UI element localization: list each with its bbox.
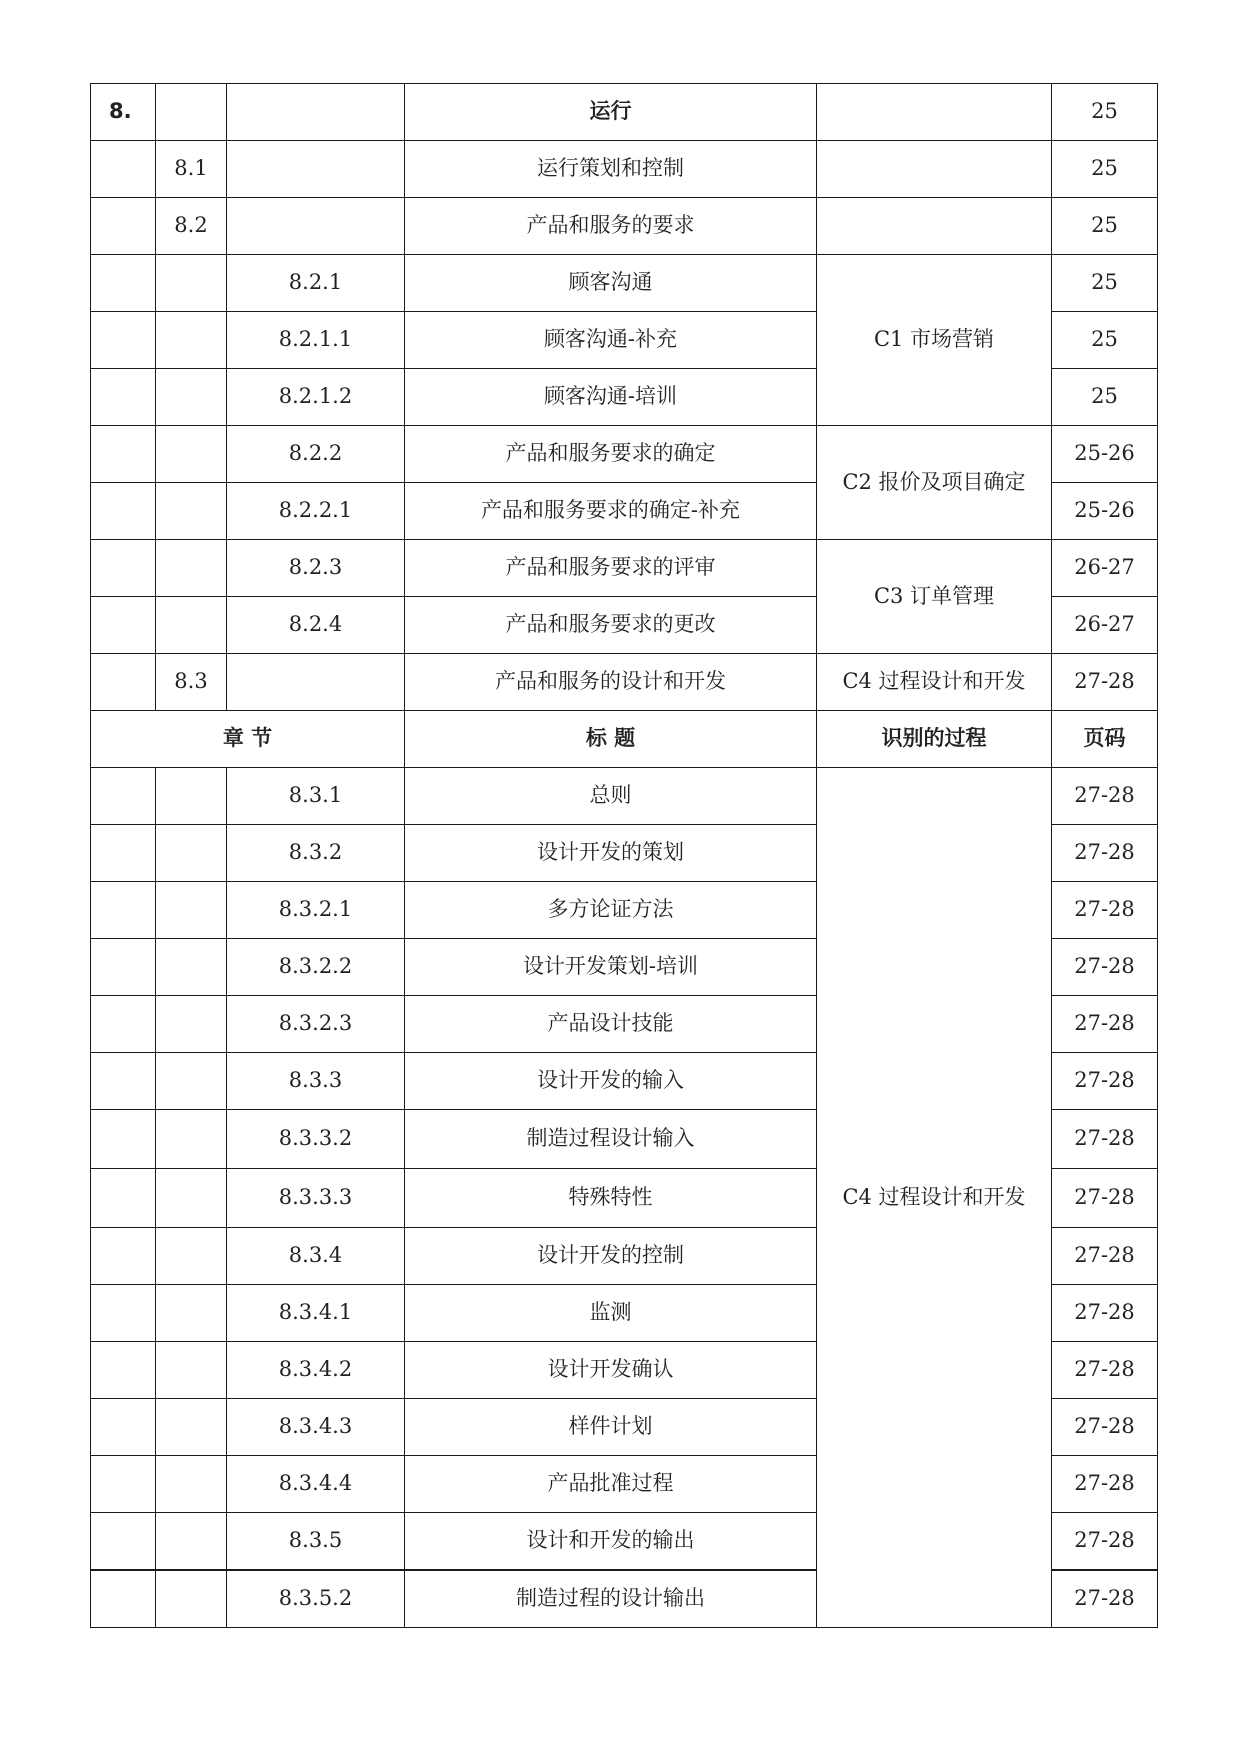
clause-title: 设计和开发的输出	[405, 1513, 817, 1571]
page-cell: 27-28	[1052, 1570, 1158, 1628]
clause-title: 产品和服务要求的评审	[405, 540, 817, 597]
clause-number-l1	[91, 198, 156, 255]
clause-title: 运行	[405, 84, 817, 141]
clause-number-l1	[91, 141, 156, 198]
clause-number-l3: 8.3.5	[227, 1513, 405, 1571]
process-cell-c3: C3 订单管理	[817, 540, 1052, 654]
clause-title: 设计开发的输入	[405, 1053, 817, 1110]
clause-number-l3: 8.2.2	[227, 426, 405, 483]
clause-number-l2	[156, 939, 227, 996]
clause-number-l1	[91, 1570, 156, 1628]
page-cell: 27-28	[1052, 1399, 1158, 1456]
table-row	[91, 255, 1158, 312]
clause-number-l3: 8.3.4	[227, 1228, 405, 1285]
page-cell: 27-28	[1052, 1169, 1158, 1228]
header-page: 页码	[1052, 711, 1158, 768]
clause-number-l2	[156, 255, 227, 312]
clause-number-l3: 8.3.3.2	[227, 1110, 405, 1169]
header-title: 标 题	[405, 711, 817, 768]
clause-title: 产品设计技能	[405, 996, 817, 1053]
clause-number-l1	[91, 540, 156, 597]
page-cell: 25	[1052, 369, 1158, 426]
clause-number-l2	[156, 1513, 227, 1571]
clause-number-l2	[156, 1456, 227, 1513]
clause-number-l1	[91, 597, 156, 654]
table-header-row	[91, 711, 1158, 768]
clause-number-l2: 8.2	[156, 198, 227, 255]
process-cell	[817, 198, 1052, 255]
page-cell: 26-27	[1052, 540, 1158, 597]
clause-number-l1	[91, 825, 156, 882]
clause-number-l2	[156, 825, 227, 882]
clause-title: 特殊特性	[405, 1169, 817, 1228]
clause-number-l1	[91, 1456, 156, 1513]
clause-title: 设计开发的控制	[405, 1228, 817, 1285]
table-row	[91, 426, 1158, 483]
clause-title: 产品和服务要求的更改	[405, 597, 817, 654]
page-cell: 27-28	[1052, 996, 1158, 1053]
clause-number-l2	[156, 312, 227, 369]
clause-title: 产品和服务的设计和开发	[405, 654, 817, 711]
clause-title: 产品和服务的要求	[405, 198, 817, 255]
clause-number-l1	[91, 654, 156, 711]
clause-number-l3	[227, 198, 405, 255]
clause-title: 产品批准过程	[405, 1456, 817, 1513]
page-cell: 27-28	[1052, 1228, 1158, 1285]
header-chapter: 章 节	[91, 711, 405, 768]
clause-number-l1	[91, 1228, 156, 1285]
table-row	[91, 768, 1158, 825]
clause-number-l2	[156, 483, 227, 540]
clause-title: 顾客沟通	[405, 255, 817, 312]
clause-title: 多方论证方法	[405, 882, 817, 939]
clause-number-l2	[156, 369, 227, 426]
clause-number-l2: 8.1	[156, 141, 227, 198]
clause-number-l3	[227, 654, 405, 711]
page-cell: 27-28	[1052, 654, 1158, 711]
page-cell: 27-28	[1052, 1110, 1158, 1169]
page-cell: 25	[1052, 84, 1158, 141]
table-row	[91, 540, 1158, 597]
clause-title: 顾客沟通-补充	[405, 312, 817, 369]
clause-number-l3: 8.2.3	[227, 540, 405, 597]
clause-number-l2	[156, 1342, 227, 1399]
clause-number-l3: 8.3.3	[227, 1053, 405, 1110]
clause-number-l2	[156, 1169, 227, 1228]
clause-number-l3: 8.2.1	[227, 255, 405, 312]
clause-number-l1	[91, 426, 156, 483]
page-cell: 27-28	[1052, 825, 1158, 882]
page-cell: 27-28	[1052, 939, 1158, 996]
clause-number-l3: 8.3.4.1	[227, 1285, 405, 1342]
table-row	[91, 84, 1158, 141]
process-cell-c1: C1 市场营销	[817, 255, 1052, 426]
clause-number-l2	[156, 1110, 227, 1169]
table-row	[91, 141, 1158, 198]
page-cell: 27-28	[1052, 1053, 1158, 1110]
clause-title: 产品和服务要求的确定	[405, 426, 817, 483]
clause-number-l2	[156, 1285, 227, 1342]
clause-number-l3: 8.3.1	[227, 768, 405, 825]
clause-title: 监测	[405, 1285, 817, 1342]
clause-number-l3: 8.3.5.2	[227, 1570, 405, 1628]
page-cell: 25-26	[1052, 483, 1158, 540]
page-cell: 25-26	[1052, 426, 1158, 483]
clause-number-l1	[91, 768, 156, 825]
clause-number-l1	[91, 369, 156, 426]
clause-number-l3: 8.3.4.3	[227, 1399, 405, 1456]
clause-process-table	[90, 83, 1158, 1628]
process-cell-c4: C4 过程设计和开发	[817, 768, 1052, 1628]
clause-number-l3: 8.2.1.1	[227, 312, 405, 369]
clause-number-l2	[156, 540, 227, 597]
clause-number-l1	[91, 1285, 156, 1342]
clause-number-l3: 8.2.2.1	[227, 483, 405, 540]
clause-number-l3: 8.3.4.4	[227, 1456, 405, 1513]
clause-number-l3: 8.3.3.3	[227, 1169, 405, 1228]
clause-number-l2: 8.3	[156, 654, 227, 711]
page-cell: 27-28	[1052, 1342, 1158, 1399]
clause-title: 样件计划	[405, 1399, 817, 1456]
clause-number-l3	[227, 141, 405, 198]
clause-number-l3: 8.2.4	[227, 597, 405, 654]
page-cell: 27-28	[1052, 1456, 1158, 1513]
clause-title: 制造过程的设计输出	[405, 1570, 817, 1628]
clause-number-l3: 8.3.2.1	[227, 882, 405, 939]
clause-number-l1	[91, 1513, 156, 1571]
clause-number-l2	[156, 84, 227, 141]
clause-number-l3: 8.3.2.2	[227, 939, 405, 996]
clause-number-l1	[91, 1053, 156, 1110]
clause-number-l2	[156, 426, 227, 483]
page-cell: 25	[1052, 255, 1158, 312]
clause-title: 设计开发确认	[405, 1342, 817, 1399]
page-cell: 26-27	[1052, 597, 1158, 654]
clause-number-l2	[156, 1053, 227, 1110]
page-cell: 25	[1052, 198, 1158, 255]
clause-number-l2	[156, 1228, 227, 1285]
clause-number-l3: 8.3.4.2	[227, 1342, 405, 1399]
clause-title: 制造过程设计输入	[405, 1110, 817, 1169]
clause-number-l1	[91, 1169, 156, 1228]
clause-number-l1	[91, 255, 156, 312]
table-row	[91, 654, 1158, 711]
clause-number-l2	[156, 882, 227, 939]
page-cell: 27-28	[1052, 1285, 1158, 1342]
page-cell: 25	[1052, 312, 1158, 369]
clause-number-l2	[156, 996, 227, 1053]
clause-number-l1	[91, 483, 156, 540]
clause-number-l1	[91, 882, 156, 939]
clause-number-l1	[91, 939, 156, 996]
clause-number-l2	[156, 597, 227, 654]
page-cell: 27-28	[1052, 1513, 1158, 1571]
page-cell: 25	[1052, 141, 1158, 198]
clause-number-l3	[227, 84, 405, 141]
clause-number-l2	[156, 1570, 227, 1628]
clause-title: 产品和服务要求的确定-补充	[405, 483, 817, 540]
clause-number-l1	[91, 1342, 156, 1399]
clause-title: 设计开发的策划	[405, 825, 817, 882]
clause-number-l1	[91, 1110, 156, 1169]
page-cell: 27-28	[1052, 882, 1158, 939]
clause-number-l3: 8.2.1.2	[227, 369, 405, 426]
table-row	[91, 198, 1158, 255]
clause-number-l2	[156, 768, 227, 825]
clause-title: 顾客沟通-培训	[405, 369, 817, 426]
clause-number-l1	[91, 1399, 156, 1456]
clause-number-l1: 8.	[91, 84, 156, 141]
process-cell-c2: C2 报价及项目确定	[817, 426, 1052, 540]
clause-title: 运行策划和控制	[405, 141, 817, 198]
clause-number-l2	[156, 1399, 227, 1456]
clause-title: 总则	[405, 768, 817, 825]
clause-number-l3: 8.3.2	[227, 825, 405, 882]
clause-number-l3: 8.3.2.3	[227, 996, 405, 1053]
clause-number-l1	[91, 996, 156, 1053]
header-process: 识别的过程	[817, 711, 1052, 768]
process-cell: C4 过程设计和开发	[817, 654, 1052, 711]
process-cell	[817, 84, 1052, 141]
process-cell	[817, 141, 1052, 198]
clause-title: 设计开发策划-培训	[405, 939, 817, 996]
clause-number-l1	[91, 312, 156, 369]
page-cell: 27-28	[1052, 768, 1158, 825]
